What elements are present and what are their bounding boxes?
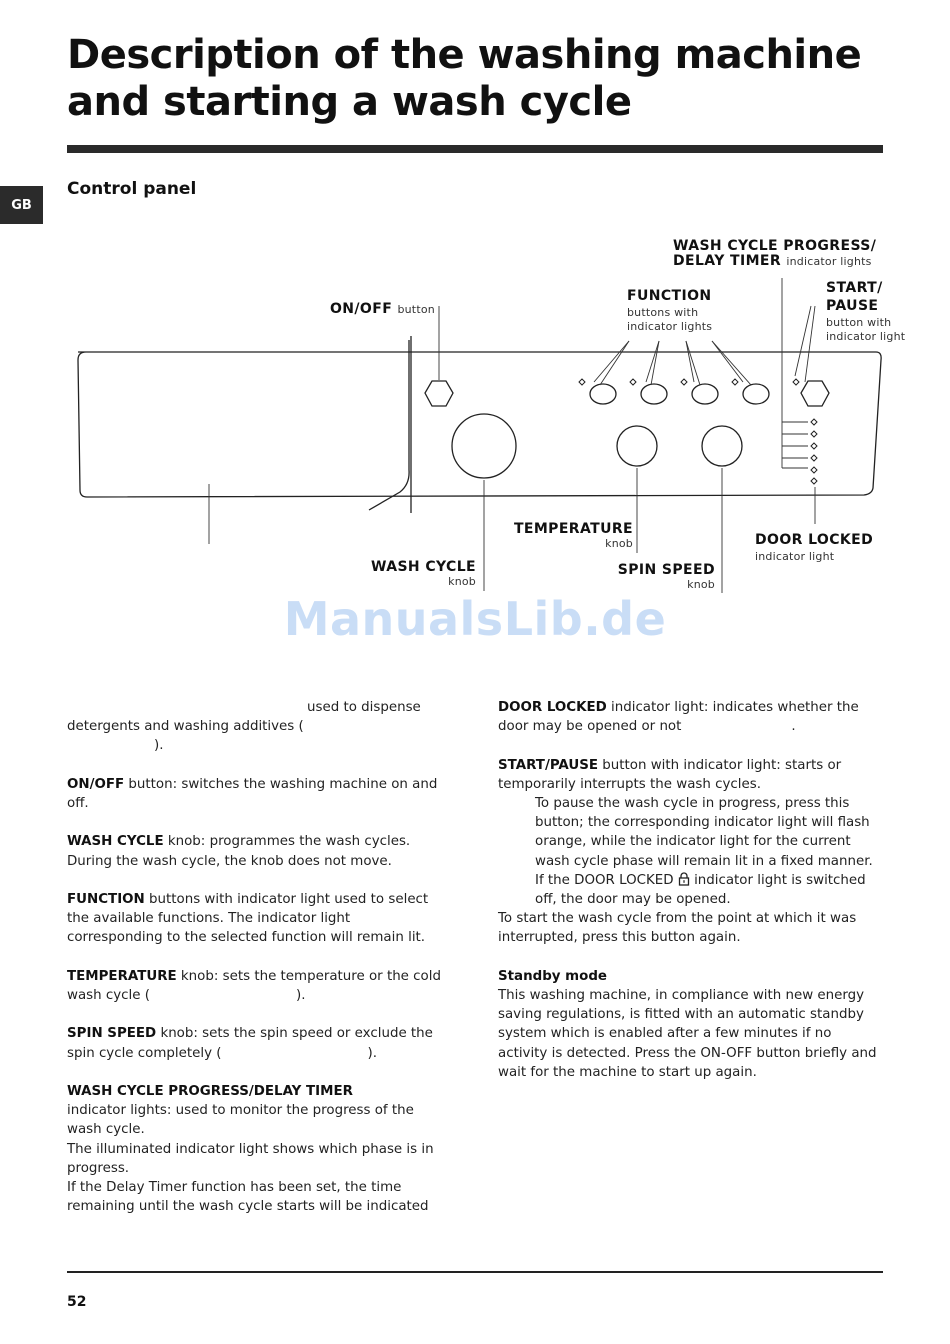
label-wash-cycle: WASH CYCLE knob: [371, 559, 476, 588]
function-button-3: [692, 384, 718, 404]
start-pause-led: [793, 379, 799, 385]
wash-cycle-knob-shape: [452, 414, 516, 478]
start-pause-button-shape: [801, 381, 829, 406]
label-spin-speed: SPIN SPEED knob: [617, 562, 715, 591]
title-line-2: and starting a wash cycle: [67, 79, 632, 125]
label-start-pause: START/ PAUSE button with indicator light: [826, 280, 906, 343]
progress-led-4: [811, 455, 817, 461]
detergent-dispenser-paragraph: used to dispense detergents and washing additives ( ).: [67, 700, 421, 754]
label-onoff: ON/OFF button: [330, 301, 435, 317]
function-paragraph: FUNCTION buttons with indicator light used to select the available functions. The indicator light corresponding to the selected function will remain lit.: [67, 891, 429, 946]
pause-paragraph: To pause the wash cycle in progress, press this button; the corresponding indicator light will flash orange, while the indicator light for the current wash cycle phase will remain lit in a fixed manner. If the DOOR LOCKED indicator light is switched off, the door may be opened.: [535, 796, 873, 908]
standby-paragraph: Standby mode This washing machine, in compliance with new energy saving regulations, is fitted with an automatic standby system which is enabled after a few minutes if no activity is detected. Press the ON-OFF button briefly and wait for the machine to start up again.: [498, 968, 877, 1080]
function-led-1: [579, 379, 585, 385]
function-led-3: [681, 379, 687, 385]
page-number: 52: [67, 1294, 87, 1310]
spin-speed-knob-shape: [702, 426, 742, 466]
section-heading: Control panel: [67, 179, 197, 199]
door-locked-led: [811, 478, 817, 484]
left-column: [67, 698, 447, 1236]
function-button-1: [590, 384, 616, 404]
function-button-4: [743, 384, 769, 404]
restart-paragraph: To start the wash cycle from the point at which it was interrupted, press this button again.: [498, 911, 857, 946]
start-pause-paragraph: START/PAUSE button with indicator light: starts or temporarily interrupts the wash cycles.: [498, 757, 842, 792]
spin-speed-paragraph: SPIN SPEED knob: sets the spin speed or exclude the spin cycle completely ( ).: [67, 1026, 433, 1061]
progress-led-3: [811, 443, 817, 449]
panel-outline: [78, 352, 881, 497]
language-tab: GB: [0, 186, 43, 224]
wash-cycle-paragraph: WASH CYCLE knob: programmes the wash cycles. During the wash cycle, the knob does not move.: [67, 834, 411, 869]
label-temperature: TEMPERATURE knob: [513, 521, 633, 550]
dispenser-edge: [369, 340, 409, 510]
right-column: [498, 698, 884, 1101]
footer-divider: [67, 1271, 883, 1273]
padlock-icon: [678, 872, 690, 886]
door-locked-paragraph: DOOR LOCKED indicator light: indicates whether the door may be opened or not .: [498, 700, 859, 735]
label-wash-cycle-progress: WASH CYCLE PROGRESS/ DELAY TIMER indicator lights: [673, 238, 877, 269]
title-line-1: Description of the washing machine: [67, 32, 862, 78]
progress-led-5: [811, 467, 817, 473]
onoff-button-shape: [425, 381, 453, 406]
function-led-4: [732, 379, 738, 385]
progress-led-2: [811, 431, 817, 437]
progress-led-1: [811, 419, 817, 425]
progress-paragraph: WASH CYCLE PROGRESS/DELAY TIMER indicator lights: used to monitor the progress of the wash cycle. The illuminated indicator light shows which phase is in progress. If the Delay Timer function has been set, the time remaining until the wash cycle starts will be indicated: [67, 1083, 434, 1215]
temperature-paragraph: TEMPERATURE knob: sets the temperature or the cold wash cycle ( ).: [67, 968, 441, 1003]
label-function: FUNCTION buttons with indicator lights: [627, 288, 713, 333]
label-door-locked: DOOR LOCKED indicator light: [755, 532, 874, 563]
temperature-knob-shape: [617, 426, 657, 466]
watermark: ManualsLib.de: [283, 592, 667, 646]
function-led-2: [630, 379, 636, 385]
onoff-paragraph: ON/OFF button: switches the washing machine on and off.: [67, 776, 438, 811]
function-button-2: [641, 384, 667, 404]
